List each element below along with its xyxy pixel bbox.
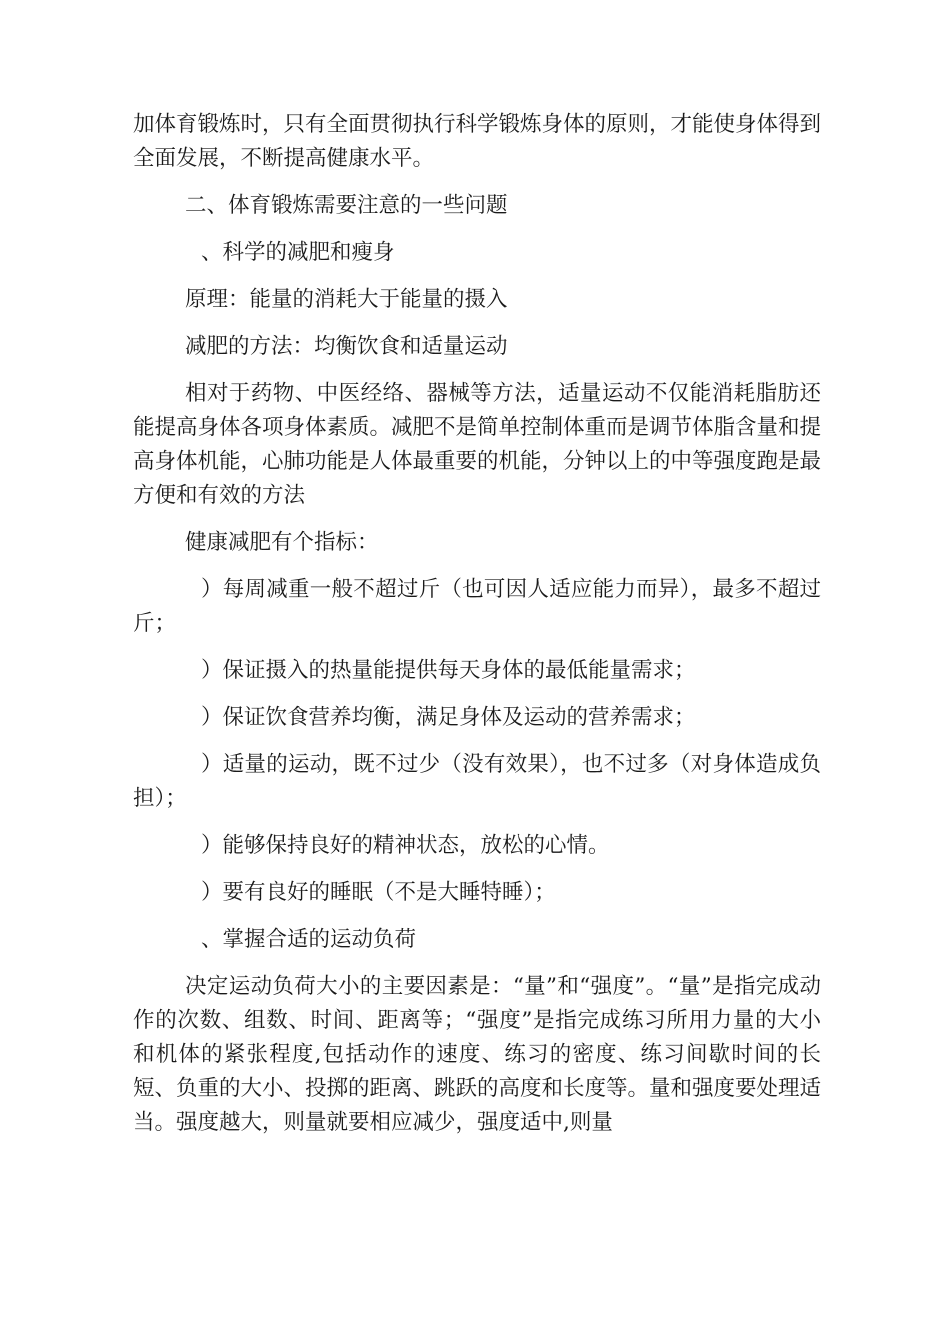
list-item: ）保证饮食营养均衡，满足身体及运动的营养需求；	[201, 705, 696, 730]
paragraph-continuation: 加体育锻炼时，只有全面贯彻执行科学锻炼身体的原则，才能使身体得到全面发展，不断提高健康水平。	[133, 112, 822, 171]
list-item: ）要有良好的睡眠（不是大睡特睡）；	[201, 880, 556, 905]
subheading-weight-loss: 、科学的减肥和瘦身	[201, 240, 395, 265]
subheading-exercise-load: 、掌握合适的运动负荷	[201, 927, 417, 952]
list-item: ）每周减重一般不超过斤（也可因人适应能力而异），最多不超过斤；	[133, 577, 821, 636]
indicators-heading: 健康减肥有个指标：	[185, 530, 379, 555]
list-item: ）适量的运动，既不过少（没有效果），也不过多（对身体造成负担）；	[133, 752, 821, 811]
paragraph-load-factors: 决定运动负荷大小的主要因素是：“量”和“强度”。“量”是指完成动作的次数、组数、时间、距离等；“强度”是指完成练习所用力量的大小和机体的紧张程度,包括动作的速度、练习的密度、练习间歇时间的长短、负重的大小、投掷的距离、跳跃的高度和长度等。量和强度要处理适当。强度越大，则量就要相应减少，强度适中,则量	[133, 974, 822, 1135]
section-heading-2: 二、体育锻炼需要注意的一些问题	[185, 193, 508, 218]
principle-line: 原理：能量的消耗大于能量的摄入	[185, 287, 508, 312]
list-item: ）能够保持良好的精神状态，放松的心情。	[201, 833, 610, 858]
paragraph-exercise: 相对于药物、中医经络、器械等方法，适量运动不仅能消耗脂肪还能提高身体各项身体素质。减肥不是简单控制体重而是调节体脂含量和提高身体机能，心肺功能是人体最重要的机能，分钟以上的中等强度跑是最方便和有效的方法	[133, 381, 822, 508]
list-item: ）保证摄入的热量能提供每天身体的最低能量需求；	[201, 658, 696, 683]
document-body	[133, 108, 821, 1140]
method-line: 减肥的方法：均衡饮食和适量运动	[185, 334, 508, 359]
